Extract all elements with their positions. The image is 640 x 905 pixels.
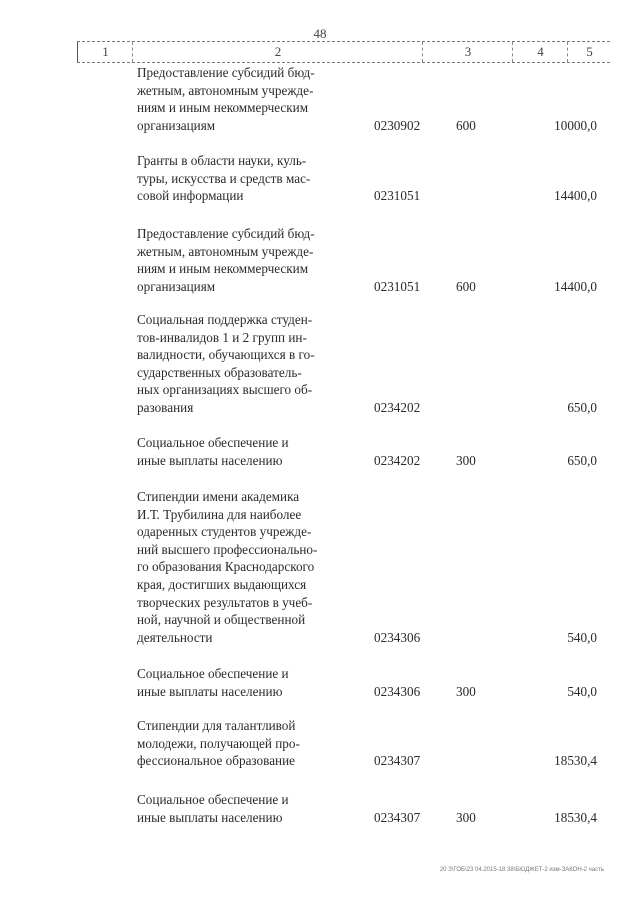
row-description bbox=[137, 488, 347, 646]
table-row bbox=[0, 311, 640, 417]
description-line: Социальное обеспечение и bbox=[137, 792, 289, 807]
row-description bbox=[137, 717, 347, 770]
description-line: тов-инвалидов 1 и 2 групп ин- bbox=[137, 329, 307, 345]
table-row bbox=[0, 152, 640, 205]
description-line: Социальная поддержка студен- bbox=[137, 312, 313, 327]
description-line: туры, искусства и средств мас- bbox=[137, 170, 311, 186]
row-description bbox=[137, 434, 347, 469]
description-line: ний высшего профессионально- bbox=[137, 541, 318, 557]
description-line: Предоставление субсидий бюд- bbox=[137, 65, 315, 80]
description-line: Социальное обеспечение и bbox=[137, 666, 289, 681]
row-amount: 650,0 bbox=[567, 400, 597, 415]
row-target-code: 0230902 bbox=[374, 117, 421, 133]
description-line: И.Т. Трубилина для наиболее bbox=[137, 506, 302, 522]
table-row bbox=[0, 791, 640, 826]
description-line: жетным, автономным учрежде- bbox=[137, 82, 314, 98]
description-line: молодежи, получающей про- bbox=[137, 735, 300, 751]
description-line: совой информации bbox=[137, 188, 244, 204]
description-line: организациям bbox=[137, 117, 216, 133]
description-line: иные выплаты населению bbox=[137, 809, 283, 825]
description-line: Гранты в области науки, куль- bbox=[137, 153, 307, 168]
row-amount: 540,0 bbox=[567, 629, 597, 645]
row-expense-type: 300 bbox=[456, 683, 476, 699]
table-row bbox=[0, 434, 640, 469]
description-line: края, достигших выдающихся bbox=[137, 576, 307, 592]
row-description bbox=[137, 225, 347, 295]
row-amount: 14400,0 bbox=[554, 278, 597, 294]
footer-file-path: 20 З\ГОБ\23 04.2015-18 38\БЮДЖЕТ-2 изм-ЗАКОН-2 часть bbox=[439, 867, 604, 873]
table-row bbox=[0, 64, 640, 134]
description-line: организациям bbox=[137, 278, 216, 294]
description-line: Предоставление субсидий бюд- bbox=[137, 226, 315, 241]
row-target-code: 0234306 bbox=[374, 629, 421, 645]
row-target-code: 0234202 bbox=[374, 400, 421, 415]
table-header bbox=[77, 41, 610, 63]
description-line: творческих результатов в учеб- bbox=[137, 594, 313, 610]
description-line: иные выплаты населению bbox=[137, 452, 283, 468]
header-col-3: 3 bbox=[422, 42, 513, 62]
page-number: 48 bbox=[313, 26, 327, 41]
description-line: ниям и иным некоммерческим bbox=[137, 100, 309, 116]
description-line: ной, научной и общественной bbox=[137, 612, 306, 628]
description-line: сударственных образователь- bbox=[137, 364, 302, 380]
row-target-code: 0234307 bbox=[374, 753, 421, 769]
description-line: иные выплаты населению bbox=[137, 683, 283, 699]
row-expense-type: 300 bbox=[456, 452, 476, 468]
header-col-5: 5 bbox=[567, 42, 611, 62]
row-description bbox=[137, 152, 347, 205]
description-line: деятельности bbox=[137, 629, 213, 645]
row-amount: 18530,4 bbox=[554, 753, 597, 769]
row-expense-type: 600 bbox=[456, 278, 476, 294]
header-col-1: 1 bbox=[77, 42, 133, 62]
description-line: жетным, автономным учрежде- bbox=[137, 243, 314, 259]
row-amount: 18530,4 bbox=[554, 809, 597, 825]
description-line: ниям и иным некоммерческим bbox=[137, 261, 309, 277]
table-row bbox=[0, 488, 640, 646]
description-line: разования bbox=[137, 399, 194, 415]
description-line: Социальное обеспечение и bbox=[137, 435, 289, 450]
row-target-code: 0234202 bbox=[374, 452, 421, 468]
row-description bbox=[137, 791, 347, 826]
row-target-code: 0234307 bbox=[374, 809, 421, 825]
table-row bbox=[0, 717, 640, 770]
row-amount: 650,0 bbox=[567, 452, 597, 468]
row-target-code: 0231051 bbox=[374, 278, 421, 294]
row-expense-type: 600 bbox=[456, 117, 476, 133]
row-description bbox=[137, 311, 347, 417]
description-line: фессиональное образование bbox=[137, 753, 296, 769]
row-target-code: 0231051 bbox=[374, 188, 421, 204]
description-line: Стипендии имени академика bbox=[137, 489, 300, 504]
table-row bbox=[0, 665, 640, 700]
row-amount: 540,0 bbox=[567, 683, 597, 699]
table-row bbox=[0, 225, 640, 295]
header-col-2: 2 bbox=[132, 42, 423, 62]
row-description bbox=[137, 665, 347, 700]
row-amount: 14400,0 bbox=[554, 188, 597, 204]
row-target-code: 0234306 bbox=[374, 683, 421, 699]
description-line: ных организациях высшего об- bbox=[137, 382, 313, 398]
description-line: Стипендии для талантливой bbox=[137, 718, 296, 733]
header-col-4: 4 bbox=[512, 42, 568, 62]
description-line: го образования Краснодарского bbox=[137, 559, 315, 575]
row-amount: 10000,0 bbox=[554, 117, 597, 133]
description-line: валидности, обучающихся в го- bbox=[137, 347, 315, 363]
description-line: одаренных студентов учрежде- bbox=[137, 524, 312, 540]
row-expense-type: 300 bbox=[456, 809, 476, 825]
row-description bbox=[137, 64, 347, 134]
